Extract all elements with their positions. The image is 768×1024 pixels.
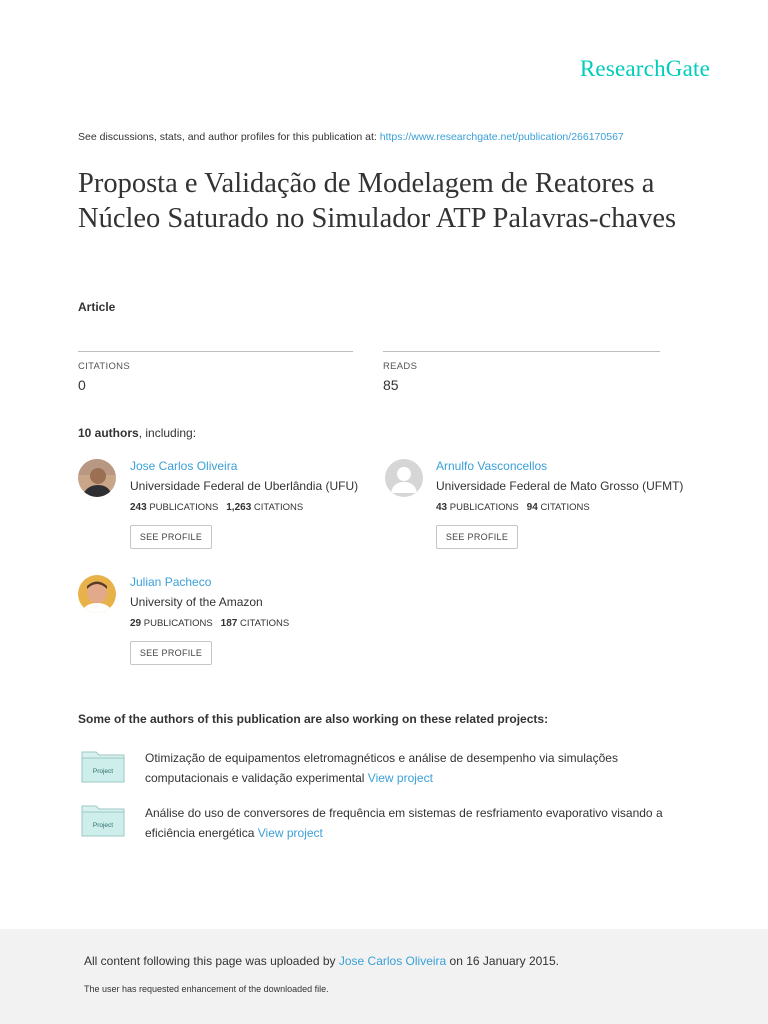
author-stats	[130, 618, 289, 629]
publication-url-link[interactable]: https://www.researchgate.net/publication/266170567	[379, 131, 624, 143]
see-profile-button[interactable]: SEE PROFILE	[130, 525, 212, 549]
citations-value: 0	[78, 377, 86, 393]
upload-prefix: All content following this page was uploaded by	[84, 954, 339, 968]
publication-type: Article	[78, 300, 116, 314]
publication-title: Proposta e Validação de Modelagem de Reatores a Núcleo Saturado no Simulador ATP Palavras-chaves	[78, 168, 677, 234]
publications-label: PUBLICATIONS	[149, 502, 219, 513]
discussion-line	[78, 131, 624, 143]
citations-label: CITATIONS	[78, 361, 130, 372]
citations-label: CITATIONS	[253, 502, 304, 513]
author-stats	[436, 502, 590, 513]
author-name-julian-pacheco[interactable]: Julian Pacheco	[130, 575, 212, 589]
publications-label: PUBLICATIONS	[143, 618, 213, 629]
reads-value: 85	[383, 377, 399, 393]
publications-count: 29	[130, 618, 142, 629]
reads-divider	[383, 351, 660, 352]
person-photo-icon	[78, 575, 116, 613]
publications-count: 243	[130, 502, 147, 513]
project-title: Otimização de equipamentos eletromagnéticos e análise de desempenho via simulações computacionais e validação experimental	[145, 751, 618, 785]
publications-count: 43	[436, 502, 448, 513]
uploader-link[interactable]: Jose Carlos Oliveira	[338, 954, 447, 968]
author-name-jose-carlos-oliveira[interactable]: Jose Carlos Oliveira	[130, 459, 238, 473]
researchgate-logo[interactable]: ResearchGate	[579, 56, 710, 81]
author-institution: Universidade Federal de Uberlândia (UFU)	[130, 479, 359, 493]
project-item	[145, 748, 685, 788]
citations-count: 94	[526, 502, 538, 513]
authors-count: 10 authors	[78, 426, 139, 440]
view-project-link[interactable]: View project	[257, 826, 323, 840]
publications-label: PUBLICATIONS	[449, 502, 519, 513]
citations-count: 187	[220, 618, 238, 629]
view-project-link[interactable]: View project	[367, 771, 433, 785]
author-institution: Universidade Federal de Mato Grosso (UFMT)	[436, 479, 684, 493]
upload-suffix: on 16 January 2015.	[446, 954, 559, 968]
author-name-arnulfo-vasconcellos[interactable]: Arnulfo Vasconcellos	[436, 459, 548, 473]
author-avatar-julian-pacheco[interactable]	[78, 575, 116, 613]
project-icon-label: Project	[92, 768, 114, 775]
see-profile-button[interactable]: SEE PROFILE	[436, 525, 518, 549]
citations-label: CITATIONS	[540, 502, 590, 513]
upload-notice	[84, 954, 559, 968]
citations-label: CITATIONS	[240, 618, 290, 629]
project-folder-icon	[81, 803, 125, 837]
discussion-prefix: See discussions, stats, and author profiles for this publication at:	[78, 131, 380, 143]
default-user-icon	[385, 459, 423, 497]
enhancement-note: The user has requested enhancement of the downloaded file.	[84, 984, 329, 994]
author-avatar-arnulfo-vasconcellos[interactable]	[385, 459, 423, 497]
authors-heading	[78, 426, 196, 440]
related-projects-heading: Some of the authors of this publication are also working on these related projects:	[78, 712, 549, 726]
author-avatar-jose-carlos-oliveira[interactable]	[78, 459, 116, 497]
reads-label: READS	[383, 361, 418, 372]
project-title: Análise do uso de conversores de frequência em sistemas de resfriamento evaporativo visando a eficiência energética	[145, 806, 663, 840]
project-item	[145, 803, 685, 843]
project-folder-icon	[81, 749, 125, 783]
authors-suffix: , including:	[138, 426, 197, 440]
project-icon-label: Project	[92, 822, 114, 829]
citations-count: 1,263	[226, 502, 252, 513]
footer-panel	[0, 929, 768, 1024]
author-stats	[130, 502, 303, 513]
see-profile-button[interactable]: SEE PROFILE	[130, 641, 212, 665]
author-institution: University of the Amazon	[130, 595, 263, 609]
citations-divider	[78, 351, 353, 352]
person-photo-icon	[78, 459, 116, 497]
